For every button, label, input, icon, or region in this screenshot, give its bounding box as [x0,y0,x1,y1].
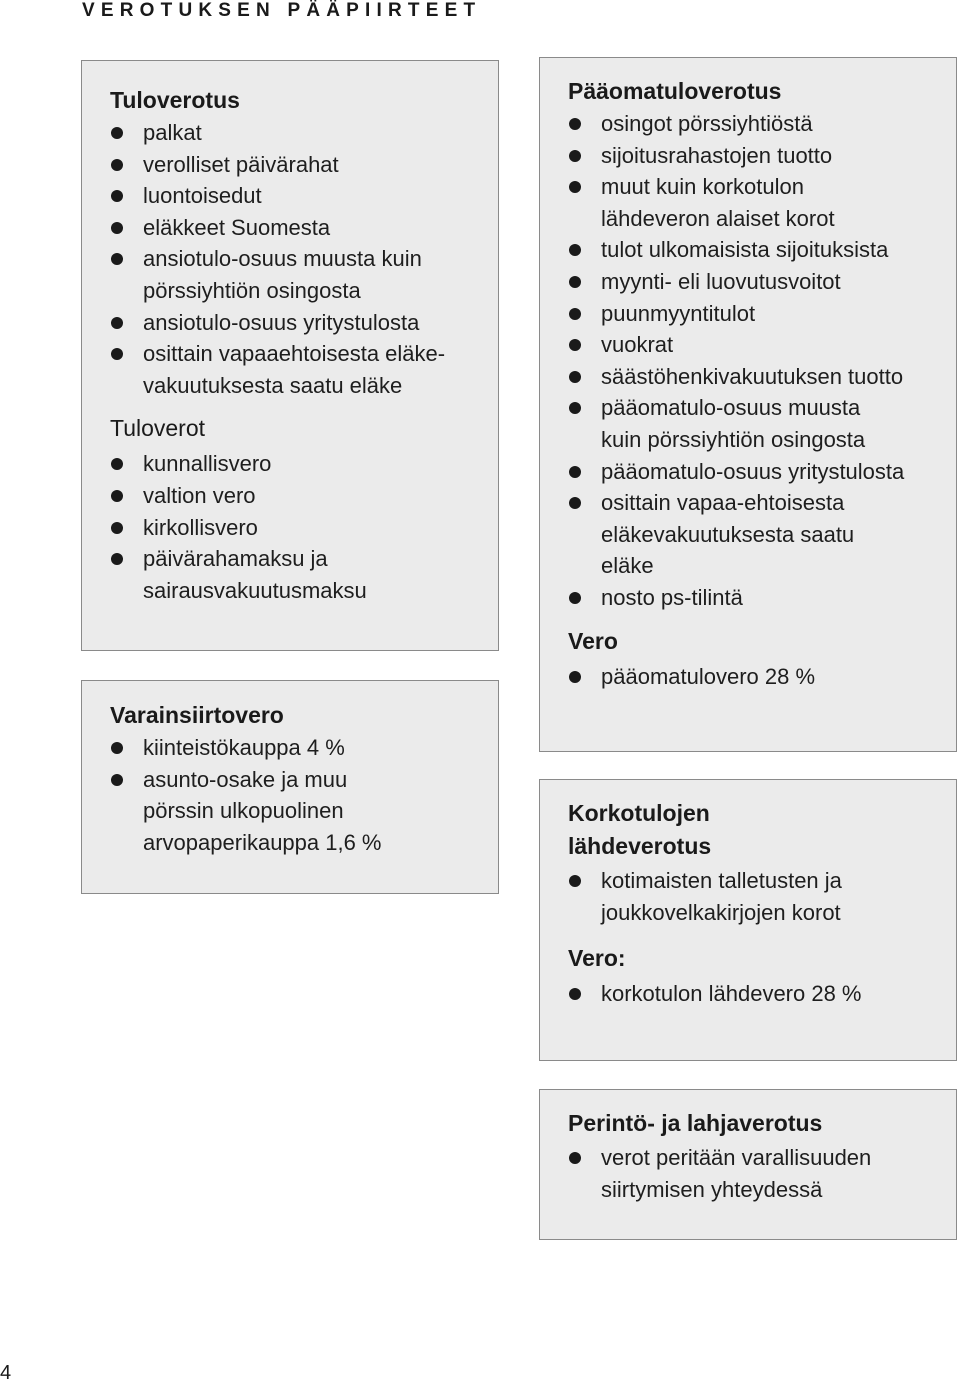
list-item [568,171,946,234]
list-item-line: kuin pörssiyhtiön osingosta [601,426,866,452]
list-item-line: pääomatulo-osuus muusta [601,395,861,421]
list-item-line: luontoisedut [143,183,262,209]
bullet-icon [111,553,123,565]
list-item [110,180,478,212]
list-item [110,307,478,339]
list-item [568,108,946,140]
bullet-icon [569,875,581,887]
paaomatuloverotus-box [539,57,957,752]
list-item-line: kotimaisten talletusten ja [601,868,842,893]
varainsiirtovero-title: Varainsiirtovero [110,702,284,728]
list-item-line: osingot pörssiyhtiöstä [601,111,813,136]
korkotulojen-title-line-1: Korkotulojen [568,800,710,826]
bullet-icon [569,671,581,683]
list-item-line: joukkovelkakirjojen korot [601,899,841,925]
bullet-icon [111,742,123,754]
bullet-icon [111,458,123,470]
list-item [568,234,946,266]
page-number: 4 [0,1362,12,1384]
list-item-line: osittain vapaaehtoisesta eläke- [143,341,446,367]
list-item [110,149,478,181]
bullet-icon [569,308,581,320]
list-item [568,978,946,1010]
list-item [568,582,946,614]
list-item-line: ansiotulo-osuus yritystulosta [143,309,420,335]
list-item-line: myynti- eli luovutusvoitot [601,268,841,294]
bullet-icon [569,988,581,1000]
varainsiirtovero-list [110,732,478,858]
bullet-icon [569,118,581,130]
perinto-list [568,1142,946,1205]
bullet-icon [569,466,581,478]
list-item-line: sijoitusrahastojen tuotto [601,142,833,168]
vero-title: Vero [568,627,618,654]
bullet-icon [569,244,581,256]
perinto-title: Perintö- ja lahjaverotus [568,1110,823,1136]
tuloverot-list [110,448,478,606]
korkotulojen-title-line-2: lähdeverotus [568,833,712,859]
list-item-line: nosto ps-tilintä [601,584,743,610]
list-item [110,117,478,149]
list-item-line: eläkkeet Suomesta [143,214,331,240]
bullet-icon [569,181,581,193]
korkotulojen-vero-title: Vero: [568,945,626,972]
list-item [110,764,478,859]
list-item-line: tulot ulkomaisista sijoituksista [601,237,889,263]
korkotulojen-vero-list [568,978,946,1010]
list-item-line: eläkevakuutuksesta saatu [601,521,855,547]
bullet-icon [569,1152,581,1164]
korkotulojen-list [568,865,946,928]
list-item [568,456,946,488]
bullet-icon [111,490,123,502]
bullet-icon [111,190,123,202]
list-item-line: valtion vero [143,482,256,508]
bullet-icon [569,402,581,414]
section-header: VEROTUKSEN PÄÄPIIRTEET [82,0,482,21]
bullet-icon [569,150,581,162]
list-item [568,487,946,582]
bullet-icon [111,317,123,329]
list-item [568,329,946,361]
list-item [568,140,946,172]
tuloverotus-box [81,60,499,651]
list-item-line: puunmyyntitulot [601,300,756,326]
list-item [568,865,946,928]
tuloverotus-list [110,117,478,401]
bullet-icon [569,276,581,288]
bullet-icon [569,371,581,383]
list-item-line: kirkollisvero [143,514,258,540]
list-item-line: ansiotulo-osuus muusta kuin [143,246,422,272]
bullet-icon [569,497,581,509]
list-item-line: säästöhenkivakuutuksen tuotto [601,363,904,389]
list-item-line: pörssin ulkopuolinen [143,798,344,824]
list-item [110,338,478,401]
vero-list [568,661,946,693]
list-item [110,512,478,544]
list-item [568,298,946,330]
list-item-line: verot peritään varallisuuden [601,1145,872,1170]
list-item-line: asunto-osake ja muu [143,766,348,792]
varainsiirtovero-box [81,680,499,894]
paaomatuloverotus-title: Pääomatuloverotus [568,78,782,104]
list-item-line: sairausvakuutusmaksu [143,577,367,603]
list-item-line: pörssiyhtiön osingosta [143,277,361,303]
list-item-line: vakuutuksesta saatu eläke [143,372,403,398]
tuloverot-title: Tuloverot [110,415,206,442]
list-item-line: eläke [601,553,654,579]
list-item-line: siirtymisen yhteydessä [601,1176,823,1202]
bullet-icon [111,253,123,265]
list-item [568,392,946,455]
list-item-line: lähdeveron alaiset korot [601,205,835,231]
bullet-icon [111,774,123,786]
bullet-icon [111,348,123,360]
list-item-line: palkat [143,120,202,145]
list-item [110,243,478,306]
bullet-icon [111,159,123,171]
list-item-line: osittain vapaa-ehtoisesta [601,490,845,516]
list-item-line: kunnallisvero [143,451,272,477]
bullet-icon [111,127,123,139]
paaomatuloverotus-list [568,108,946,614]
bullet-icon [111,222,123,234]
list-item [110,543,478,606]
tuloverotus-title: Tuloverotus [110,87,240,113]
list-item-line: muut kuin korkotulon [601,174,804,200]
korkotulojen-box [539,779,957,1061]
list-item [568,661,946,693]
list-item-line: päivärahamaksu ja [143,546,328,572]
list-item [110,448,478,480]
list-item [568,266,946,298]
list-item-line: arvopaperikauppa 1,6 % [143,829,382,855]
list-item-line: vuokrat [601,332,674,358]
bullet-icon [569,339,581,351]
list-item-line: verolliset päivärahat [143,151,339,177]
list-item-line: pääomatulovero 28 % [601,663,816,689]
list-item [110,212,478,244]
perinto-box [539,1089,957,1240]
list-item [110,480,478,512]
list-item [110,732,478,764]
list-item [568,1142,946,1205]
bullet-icon [111,522,123,534]
list-item-line: korkotulon lähdevero 28 % [601,981,862,1007]
list-item-line: kiinteistökauppa 4 % [143,735,345,760]
list-item [568,361,946,393]
bullet-icon [569,592,581,604]
list-item-line: pääomatulo-osuus yritystulosta [601,458,905,484]
